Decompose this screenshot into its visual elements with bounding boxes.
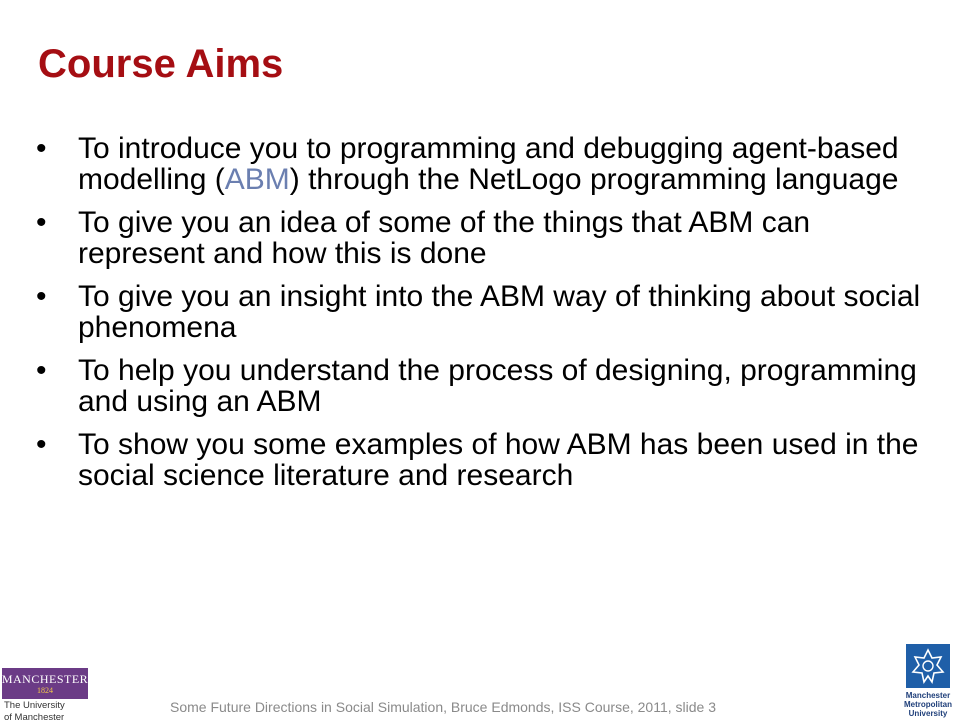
mmu-crest-icon — [906, 644, 950, 688]
bullet-text: To show you some examples of how ABM has been used in the social science literature and research — [78, 428, 919, 492]
mmu-logo-line1: Manchester — [905, 691, 951, 700]
manchester-logo-year: 1824 — [37, 685, 53, 695]
university-of-manchester-logo — [0, 668, 92, 723]
bullet-item — [34, 207, 934, 269]
bullet-item — [34, 281, 934, 343]
bullet-item — [34, 133, 934, 195]
mmu-logo-line2: Metropolitan — [904, 700, 952, 709]
slide-title: Course Aims — [38, 42, 284, 86]
bullet-text: To help you understand the process of designing, programming and using an ABM — [78, 354, 917, 418]
bullet-item — [34, 429, 934, 491]
manchester-logo-line2: of Manchester — [4, 712, 65, 723]
manchester-logo-line1: The University — [4, 700, 65, 711]
manchester-logo-box — [2, 668, 88, 699]
bullet-text-part: To introduce you to programming and debugging agent-based modelling ( — [78, 132, 899, 196]
bullet-marker: • — [36, 354, 47, 387]
bullet-list — [34, 133, 934, 503]
mmu-logo-line3: University — [908, 709, 948, 718]
abbr-highlight: ABM — [224, 163, 290, 196]
bullet-marker: • — [36, 428, 47, 461]
bullet-item — [34, 355, 934, 417]
mmu-logo — [896, 644, 960, 720]
mmu-logo-text — [904, 691, 952, 718]
bullet-text-part: ) through the NetLogo programming language — [289, 163, 899, 196]
bullet-marker: • — [36, 132, 47, 165]
slide-footer: Some Future Directions in Social Simulation, Bruce Edmonds, ISS Course, 2011, slide 3 — [170, 699, 716, 715]
bullet-marker: • — [36, 280, 47, 313]
manchester-logo-name: MANCHESTER — [1, 671, 89, 686]
bullet-text: To give you an idea of some of the things that ABM can represent and how this is done — [78, 206, 811, 270]
bullet-text: To give you an insight into the ABM way of thinking about social phenomena — [78, 280, 921, 344]
bullet-marker: • — [36, 206, 47, 239]
